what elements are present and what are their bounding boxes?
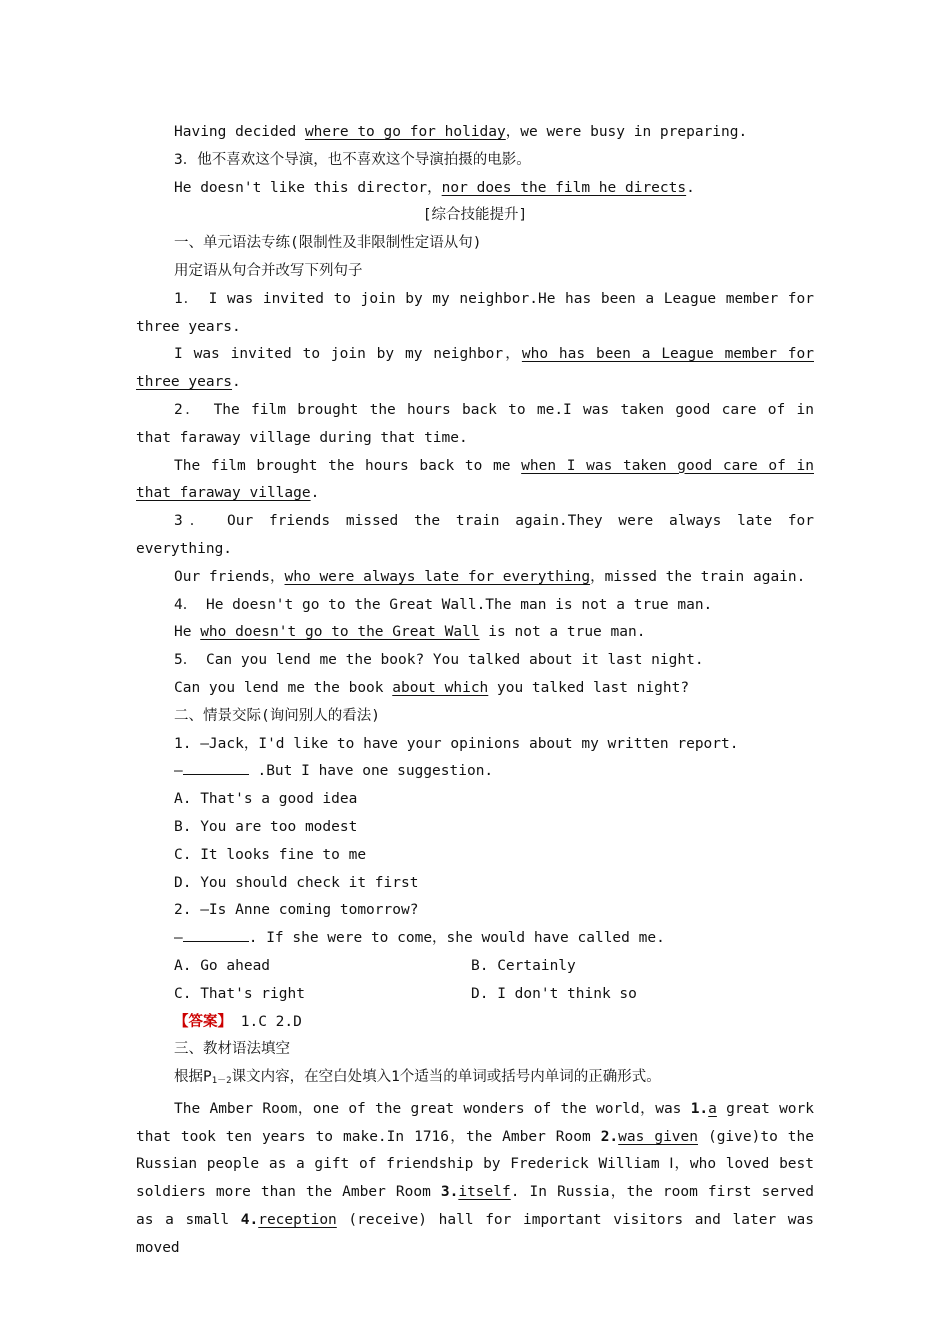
text: I was invited to join by my neighbor， [174, 346, 522, 363]
dialogue-reply-2 [136, 925, 814, 953]
text: — [174, 763, 183, 780]
text: (receive) hall for important visitors and later was moved [136, 1212, 814, 1256]
blank-number: 1. [690, 1100, 709, 1117]
text: The film brought the hours back to me [174, 457, 522, 474]
text: . [686, 179, 695, 196]
text: .But I have one suggestion. [248, 763, 494, 780]
text: — [174, 930, 183, 947]
filled-answer: itself [458, 1184, 511, 1201]
text: Having decided [174, 124, 305, 140]
option-row [136, 981, 814, 1009]
text: (give)to the Russian people as a gift of friendship by Frederick William Ⅰ，who loved best soldiers more than the Amber Room [136, 1128, 814, 1201]
text: . [232, 374, 241, 391]
grammar-question: 4． He doesn't go to the Great Wall.The man is not a true man. [174, 596, 713, 613]
text: 根据P [174, 1069, 212, 1086]
subscript: 1－2 [211, 1076, 232, 1087]
underlined-answer: who doesn't go to the Great Wall [200, 624, 480, 641]
answer-line [136, 119, 814, 147]
filled-answer: reception [258, 1212, 337, 1229]
answer-blank[interactable] [183, 758, 249, 775]
option: A. Go ahead [174, 957, 271, 974]
underlined-answer: where to go for holiday [304, 124, 506, 140]
text: 课文内容，在空白处填入1个适当的单词或括号内单词的正确形式。 [231, 1069, 661, 1086]
grammar-question: 5． Can you lend me the book? You talked about it last night. [174, 652, 704, 669]
option: B. You are too modest [174, 818, 358, 835]
text: you talked last night? [488, 679, 690, 696]
grammar-question: 2． The film brought the hours back to me.I was taken good care of in that faraway village during that time. [136, 401, 814, 446]
answer-key [136, 1009, 814, 1037]
option-row [136, 953, 814, 981]
instruction: 用定语从句合并改写下列句子 [174, 262, 363, 279]
text: He [174, 624, 201, 641]
text: . [310, 485, 320, 502]
underlined-answer: when I was taken good care of in that faraway village [136, 457, 814, 502]
dialogue-reply-1 [136, 758, 814, 786]
option: C. That's right [174, 985, 305, 1002]
blank-number: 3. [440, 1184, 459, 1201]
text: Can you lend me the book [174, 679, 393, 696]
text: . In Russia，the room first served as a small [136, 1184, 814, 1229]
grammar-answer [136, 453, 814, 509]
section-heading: 一、单元语法专练(限制性及非限制性定语从句) [174, 235, 482, 252]
question-3: 3．他不喜欢这个导演，也不喜欢这个导演拍摄的电影。 [174, 151, 531, 168]
text: is not a true man. [479, 624, 646, 641]
grammar-answer [136, 619, 814, 647]
underlined-answer: nor does the film he directs [441, 179, 687, 196]
filled-answer: a [708, 1100, 717, 1117]
text: The Amber Room，one of the great wonders of the world，was [174, 1100, 691, 1117]
filled-answer: was given [618, 1128, 698, 1145]
grammar-question: 1． I was invited to join by my neighbor.He has been a League member for three years. [136, 290, 814, 335]
option: C. It looks fine to me [174, 846, 367, 863]
dialogue-question-1: 1. —Jack，I'd like to have your opinions about my written report. [174, 735, 739, 752]
text: great work that took ten years to make.In 1716，the Amber Room [136, 1100, 814, 1145]
cloze-passage [136, 1096, 814, 1263]
underlined-answer: about which [392, 679, 489, 696]
answer-text: 1.C 2.D [232, 1013, 302, 1030]
text: . If she were to come，she would have called me. [248, 930, 665, 947]
instruction [136, 1064, 814, 1096]
dialogue-question-2: 2. —Is Anne coming tomorrow? [174, 902, 419, 919]
grammar-answer [136, 675, 814, 703]
option: A. That's a good idea [174, 791, 358, 808]
text: He doesn't like this director， [174, 179, 442, 196]
section-heading: 三、教材语法填空 [174, 1041, 290, 1058]
blank-number: 2. [600, 1128, 619, 1145]
section-heading: 二、情景交际(询问别人的看法) [174, 707, 380, 724]
underlined-answer: who has been a League member for three years [136, 346, 814, 391]
section-title: [综合技能提升] [422, 207, 528, 224]
blank-number: 4. [240, 1212, 259, 1229]
grammar-answer [136, 564, 814, 592]
answer-line [136, 175, 814, 203]
option: B. Certainly [471, 957, 576, 974]
text: ，we were busy in preparing. [505, 124, 748, 140]
text: Our friends， [174, 568, 285, 585]
text: ，missed the train again. [590, 568, 806, 585]
option: D. You should check it first [174, 874, 419, 891]
document-body [136, 119, 814, 1263]
grammar-answer [136, 341, 814, 397]
answer-blank[interactable] [183, 925, 249, 942]
underlined-answer: who were always late for everything [284, 568, 591, 585]
grammar-question: 3． Our friends missed the train again.They were always late for everything. [136, 513, 814, 557]
answer-tag: 【答案】 [174, 1013, 232, 1030]
option: D. I don't think so [471, 985, 637, 1002]
